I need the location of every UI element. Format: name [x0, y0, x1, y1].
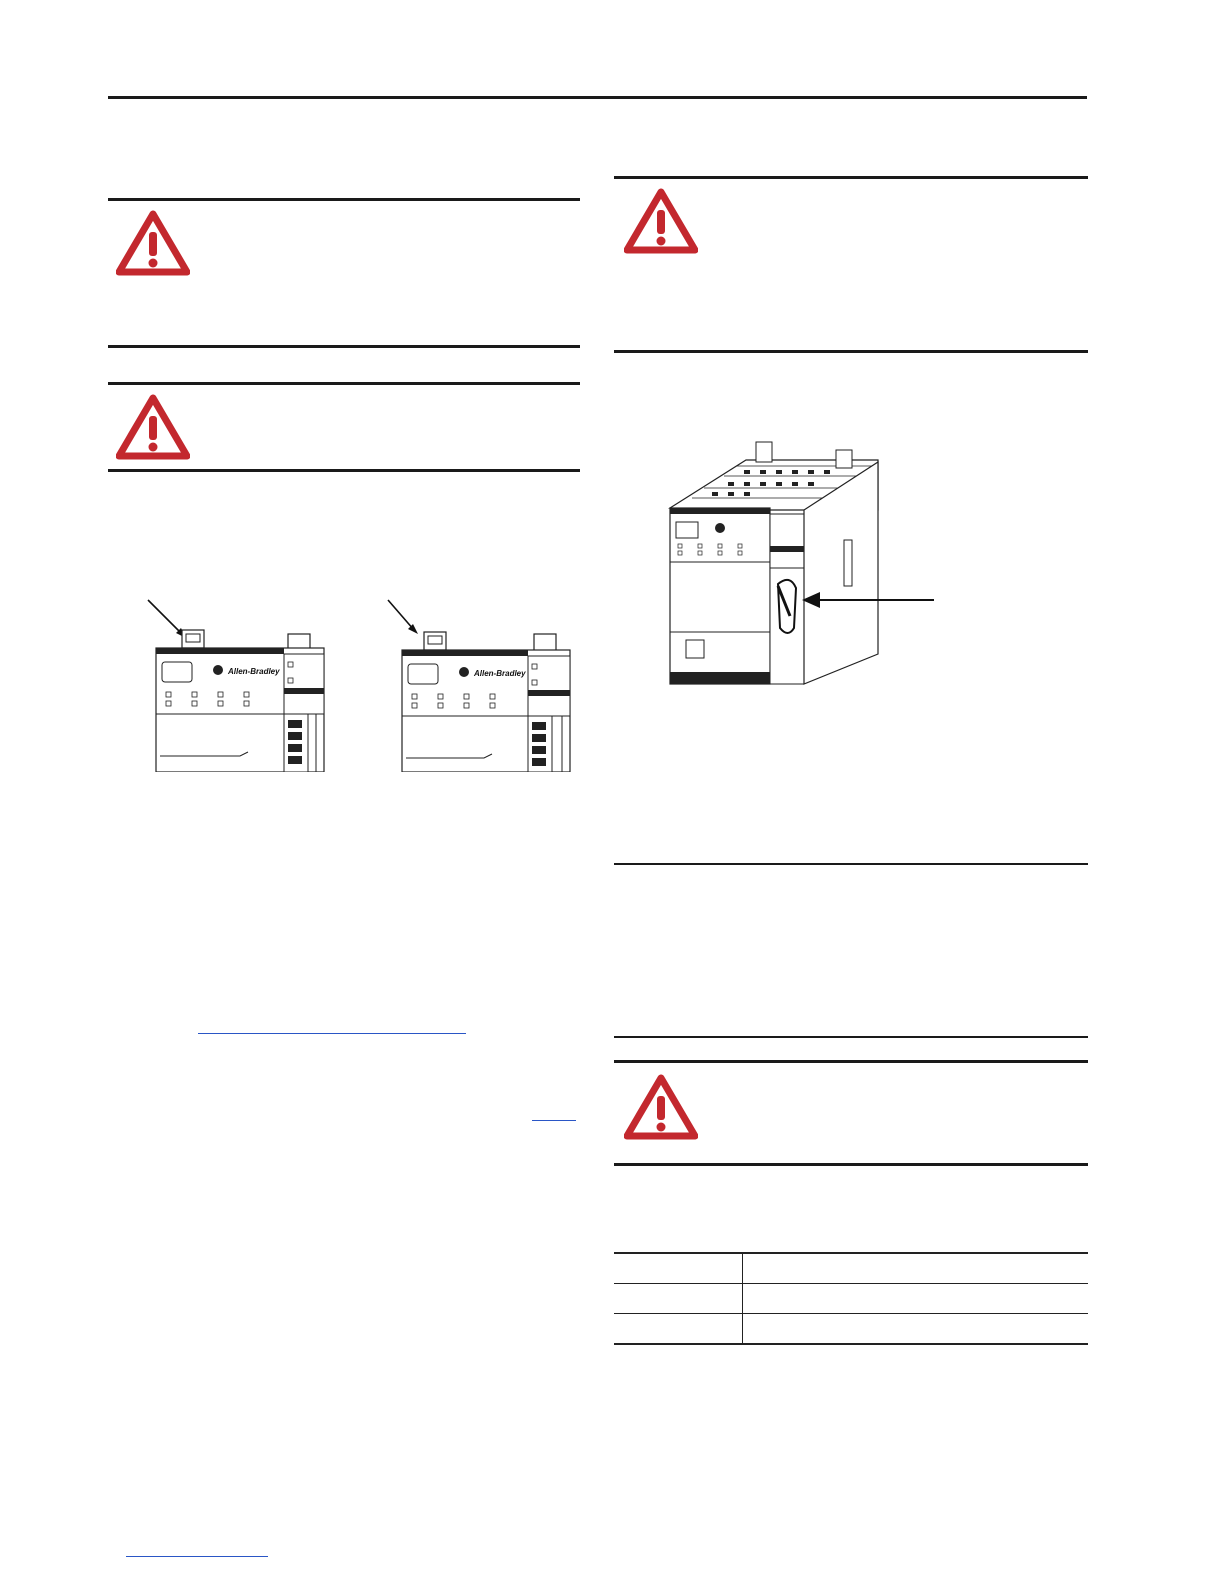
data-table: [614, 1252, 1088, 1345]
warning-1-top-rule: [108, 198, 580, 201]
warning-2-top-rule: [108, 382, 580, 385]
section-rule: [614, 1036, 1088, 1038]
hyperlink-underline[interactable]: [198, 1033, 466, 1034]
table-row: [614, 1314, 1088, 1345]
controller-figure-left-a: [140, 596, 340, 772]
callout-arrow-icon: [148, 600, 182, 634]
warning-4-bottom-rule: [614, 1163, 1088, 1166]
controller-figure-left-b: [384, 596, 584, 772]
warning-triangle-icon: [116, 210, 190, 276]
svg-text:Allen-Bradley: Allen-Bradley: [474, 669, 526, 678]
warning-2-bottom-rule: [108, 469, 580, 472]
svg-text:Allen-Bradley: Allen-Bradley: [228, 667, 280, 676]
header-rule: [108, 96, 1087, 99]
warning-1-bottom-rule: [108, 345, 580, 348]
section-rule: [614, 863, 1088, 865]
warning-4-top-rule: [614, 1060, 1088, 1063]
controller-figure-right: [664, 436, 940, 692]
warning-3-bottom-rule: [614, 350, 1088, 353]
callout-arrow-icon: [388, 600, 414, 630]
table-row: [614, 1252, 1088, 1284]
warning-triangle-icon: [624, 1074, 698, 1140]
warning-triangle-icon: [624, 188, 698, 254]
hyperlink-underline-short[interactable]: [532, 1120, 576, 1121]
table-row: [614, 1284, 1088, 1314]
footer-link-underline[interactable]: [126, 1556, 268, 1557]
warning-3-top-rule: [614, 176, 1088, 179]
warning-triangle-icon: [116, 394, 190, 460]
